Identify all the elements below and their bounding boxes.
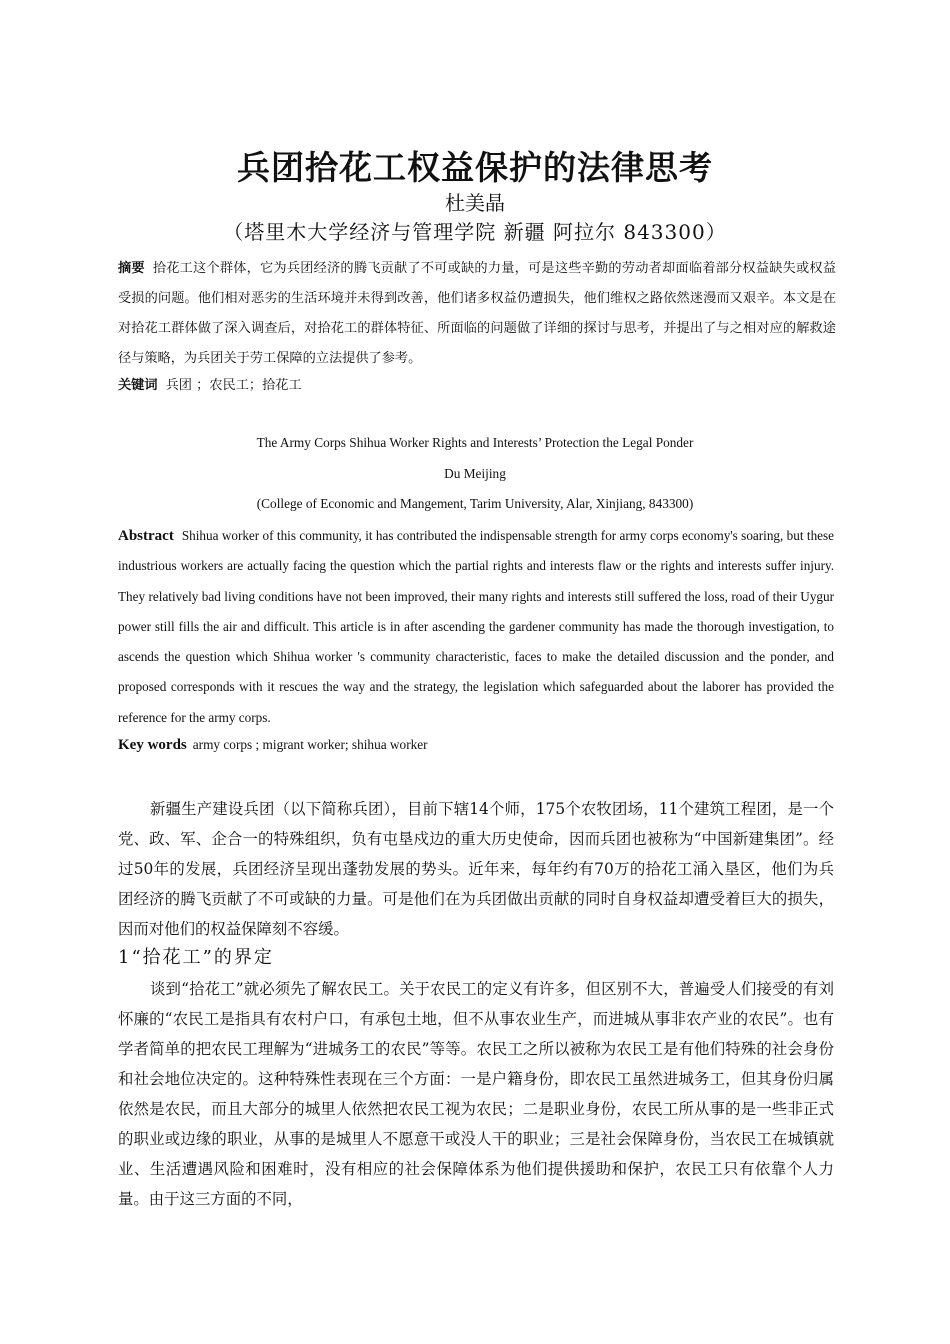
section-1-paragraph: 谈到“拾花工”就必须先了解农民工。关于农民工的定义有许多，但区别不大，普遍受人们接受的有刘怀廉的“农民工是指具有农村户口，有承包土地，但不从事农业生产，而进城从事非农产业的农民”。也有学者简单的把农民工理解为“进城务工的农民”等等。农民工之所以被称为农民工是有他们特殊的社会身份和社会地位决定的。这种特殊性表现在三个方面：一是户籍身份，即农民工虽然进城务工，但其身份归属依然是农民，而且大部分的城里人依然把农民工视为农民；二是职业身份，农民工所从事的是一些非正式的职业或边缘的职业，从事的是城里人不愿意干或没人干的职业；三是社会保障身份，当农民工在城镇就业、生活遭遇风险和困难时，没有相应的社会保障体系为他们提供援助和保护，农民工只有依靠个人力量。由于这三方面的不同， (118, 980, 834, 1208)
abstract-cn-label: 摘要 (118, 261, 145, 276)
abstract-en (118, 521, 834, 733)
section-1-heading: 1“拾花工”的界定 (118, 947, 274, 968)
keywords-en (118, 737, 428, 754)
keywords-en-label: Key words (118, 737, 187, 753)
affiliation-cn: （塔里木大学经济与管理学院 新疆 阿拉尔 843300） (223, 220, 727, 244)
author-name-cn: 杜美晶 (445, 191, 505, 215)
abstract-en-text: Shihua worker of this community, it has contributed the indispensable strength for army corps economy's soaring, but these industrious workers are actually facing the question which the partial rights and interests flaw or the rights and interests suffer injury. They relatively bad living conditions have not been improved, their many rights and interests still suffered the loss, road of their Uygur power still fills the air and difficult. This article is in after ascending the gardener community has made the thorough investigation, to ascends the question which Shihua worker 's community characteristic, faces to make the detailed discussion and the ponder, and proposed corresponds with it rescues the way and the strategy, the legislation which safeguarded about the laborer has provided the reference for the army corps. (118, 528, 834, 725)
keywords-cn-text: 兵团 ；农民工；拾花工 (165, 378, 302, 393)
abstract-cn-text: 拾花工这个群体，它为兵团经济的腾飞贡献了不可或缺的力量，可是这些辛勤的劳动者却面临着部分权益缺失或权益受损的问题。他们相对恶劣的生活环境并未得到改善，他们诸多权益仍遭损失，他们维权之路依然迷漫而又艰辛。本文是在对拾花工群体做了深入调查后，对拾花工的群体特征、所面临的问题做了详细的探讨与思考，并提出了与之相对应的解救途径与策略，为兵团关于劳工保障的立法提供了参考。 (118, 261, 837, 366)
author-name-en: Du Meijing (444, 466, 506, 481)
paper-title: 兵团拾花工权益保护的法律思考 (237, 148, 713, 187)
title-en: The Army Corps Shihua Worker Rights and Interests’ Protection the Legal Ponder (256, 435, 694, 450)
intro-paragraph: 新疆生产建设兵团（以下简称兵团），目前下辖14个师，175个农牧团场，11个建筑工程团，是一个党、政、军、企合一的特殊组织，负有屯垦戍边的重大历史使命，因而兵团也被称为“中国新建集团”。经过50年的发展，兵团经济呈现出蓬勃发展的势头。近年来，每年约有70万的拾花工涌入垦区，他们为兵团经济的腾飞贡献了不可或缺的力量。可是他们在为兵团做出贡献的同时自身权益却遭受着巨大的损失，因而对他们的权益保障刻不容缓。 (118, 800, 834, 938)
keywords-en-text: army corps ; migrant worker; shihua worker (192, 737, 428, 752)
keywords-cn (118, 374, 302, 393)
abstract-cn (118, 254, 836, 374)
keywords-cn-label: 关键词 (118, 378, 158, 393)
affiliation-en: (College of Economic and Mangement, Tarim University, Alar, Xinjiang, 843300) (256, 496, 694, 511)
abstract-en-label: Abstract (118, 528, 174, 544)
